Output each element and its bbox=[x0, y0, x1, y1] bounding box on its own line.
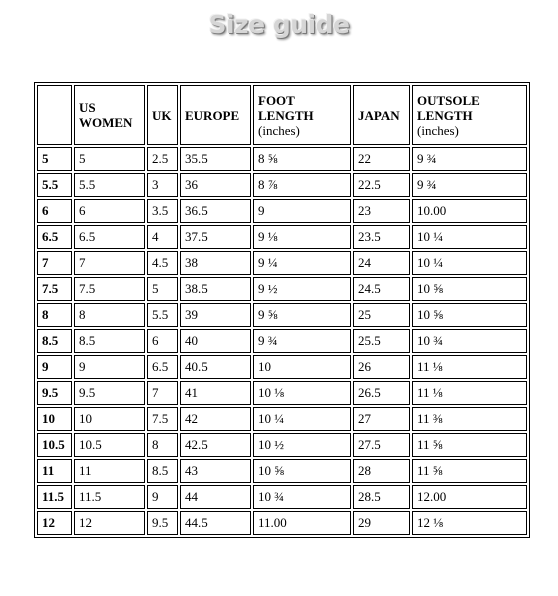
cell-outsole-length: 10 ¾ bbox=[412, 329, 527, 353]
cell-europe: 37.5 bbox=[180, 225, 251, 249]
header-outsole-length bbox=[412, 85, 527, 145]
cell-europe: 38.5 bbox=[180, 277, 251, 301]
cell-us-women: 6 bbox=[74, 199, 145, 223]
cell-japan: 29 bbox=[353, 511, 410, 535]
cell-europe: 44.5 bbox=[180, 511, 251, 535]
table-row bbox=[37, 199, 527, 223]
row-size: 11.5 bbox=[37, 485, 72, 509]
cell-uk: 8.5 bbox=[147, 459, 178, 483]
row-size: 9 bbox=[37, 355, 72, 379]
cell-japan: 22 bbox=[353, 147, 410, 171]
cell-outsole-length: 10.00 bbox=[412, 199, 527, 223]
cell-uk: 9 bbox=[147, 485, 178, 509]
header-outsole-line1: OUTSOLE bbox=[417, 92, 480, 108]
cell-japan: 25.5 bbox=[353, 329, 410, 353]
row-size: 5 bbox=[37, 147, 72, 171]
cell-uk: 4.5 bbox=[147, 251, 178, 275]
cell-outsole-length: 11 ⅛ bbox=[412, 381, 527, 405]
table-row bbox=[37, 147, 527, 171]
header-foot-line1: FOOT bbox=[258, 92, 295, 108]
table-row bbox=[37, 303, 527, 327]
cell-us-women: 7 bbox=[74, 251, 145, 275]
cell-europe: 42 bbox=[180, 407, 251, 431]
cell-outsole-length: 11 ⅝ bbox=[412, 433, 527, 457]
cell-foot-length: 10 bbox=[253, 355, 351, 379]
cell-foot-length: 10 ¼ bbox=[253, 407, 351, 431]
cell-uk: 6 bbox=[147, 329, 178, 353]
cell-outsole-length: 11 ⅛ bbox=[412, 355, 527, 379]
header-foot-line2: LENGTH bbox=[258, 107, 314, 123]
header-us-women-line1: US bbox=[79, 100, 96, 115]
header-us-women-line2: WOMEN bbox=[79, 115, 133, 130]
row-size: 6 bbox=[37, 199, 72, 223]
cell-europe: 41 bbox=[180, 381, 251, 405]
cell-uk: 5 bbox=[147, 277, 178, 301]
cell-japan: 27.5 bbox=[353, 433, 410, 457]
table-row bbox=[37, 459, 527, 483]
row-size: 8 bbox=[37, 303, 72, 327]
cell-uk: 7 bbox=[147, 381, 178, 405]
cell-outsole-length: 9 ¾ bbox=[412, 173, 527, 197]
cell-japan: 28 bbox=[353, 459, 410, 483]
cell-uk: 5.5 bbox=[147, 303, 178, 327]
cell-japan: 26 bbox=[353, 355, 410, 379]
cell-us-women: 6.5 bbox=[74, 225, 145, 249]
table-row bbox=[37, 225, 527, 249]
cell-japan: 22.5 bbox=[353, 173, 410, 197]
cell-us-women: 11.5 bbox=[74, 485, 145, 509]
cell-europe: 40.5 bbox=[180, 355, 251, 379]
cell-foot-length: 10 ½ bbox=[253, 433, 351, 457]
cell-uk: 6.5 bbox=[147, 355, 178, 379]
cell-us-women: 5 bbox=[74, 147, 145, 171]
row-size: 10 bbox=[37, 407, 72, 431]
header-outsole-unit: (inches) bbox=[417, 122, 459, 138]
cell-europe: 42.5 bbox=[180, 433, 251, 457]
row-size: 5.5 bbox=[37, 173, 72, 197]
table-row bbox=[37, 173, 527, 197]
cell-outsole-length: 10 ¼ bbox=[412, 251, 527, 275]
size-guide-table bbox=[34, 82, 530, 538]
table-row bbox=[37, 485, 527, 509]
cell-europe: 35.5 bbox=[180, 147, 251, 171]
cell-europe: 36.5 bbox=[180, 199, 251, 223]
cell-outsole-length: 10 ⅝ bbox=[412, 277, 527, 301]
row-size: 10.5 bbox=[37, 433, 72, 457]
cell-us-women: 10.5 bbox=[74, 433, 145, 457]
cell-outsole-length: 10 ⅝ bbox=[412, 303, 527, 327]
cell-foot-length: 9 ¾ bbox=[253, 329, 351, 353]
cell-europe: 44 bbox=[180, 485, 251, 509]
row-size: 7.5 bbox=[37, 277, 72, 301]
row-size: 6.5 bbox=[37, 225, 72, 249]
cell-japan: 23.5 bbox=[353, 225, 410, 249]
row-size: 9.5 bbox=[37, 381, 72, 405]
cell-us-women: 10 bbox=[74, 407, 145, 431]
cell-us-women: 7.5 bbox=[74, 277, 145, 301]
header-uk: UK bbox=[147, 85, 178, 145]
table-row bbox=[37, 251, 527, 275]
cell-japan: 28.5 bbox=[353, 485, 410, 509]
cell-outsole-length: 9 ¾ bbox=[412, 147, 527, 171]
cell-japan: 24 bbox=[353, 251, 410, 275]
cell-uk: 7.5 bbox=[147, 407, 178, 431]
table-row bbox=[37, 433, 527, 457]
cell-japan: 27 bbox=[353, 407, 410, 431]
table-row bbox=[37, 381, 527, 405]
row-size: 8.5 bbox=[37, 329, 72, 353]
cell-us-women: 11 bbox=[74, 459, 145, 483]
cell-foot-length: 8 ⅝ bbox=[253, 147, 351, 171]
cell-us-women: 5.5 bbox=[74, 173, 145, 197]
row-size: 11 bbox=[37, 459, 72, 483]
cell-uk: 4 bbox=[147, 225, 178, 249]
table-row bbox=[37, 407, 527, 431]
cell-europe: 40 bbox=[180, 329, 251, 353]
cell-foot-length: 11.00 bbox=[253, 511, 351, 535]
cell-outsole-length: 12 ⅛ bbox=[412, 511, 527, 535]
table-row bbox=[37, 511, 527, 535]
cell-uk: 8 bbox=[147, 433, 178, 457]
cell-japan: 25 bbox=[353, 303, 410, 327]
page-title: Size guide bbox=[208, 10, 350, 39]
cell-foot-length: 10 ¾ bbox=[253, 485, 351, 509]
cell-us-women: 12 bbox=[74, 511, 145, 535]
cell-us-women: 9 bbox=[74, 355, 145, 379]
cell-foot-length: 10 ⅝ bbox=[253, 459, 351, 483]
cell-uk: 3 bbox=[147, 173, 178, 197]
table-row bbox=[37, 355, 527, 379]
cell-foot-length: 9 bbox=[253, 199, 351, 223]
cell-outsole-length: 11 ⅝ bbox=[412, 459, 527, 483]
cell-outsole-length: 12.00 bbox=[412, 485, 527, 509]
cell-foot-length: 8 ⅞ bbox=[253, 173, 351, 197]
cell-us-women: 9.5 bbox=[74, 381, 145, 405]
cell-foot-length: 9 ½ bbox=[253, 277, 351, 301]
cell-europe: 43 bbox=[180, 459, 251, 483]
cell-foot-length: 10 ⅛ bbox=[253, 381, 351, 405]
table-row bbox=[37, 277, 527, 301]
header-foot-length bbox=[253, 85, 351, 145]
cell-japan: 23 bbox=[353, 199, 410, 223]
cell-uk: 9.5 bbox=[147, 511, 178, 535]
cell-us-women: 8 bbox=[74, 303, 145, 327]
cell-europe: 36 bbox=[180, 173, 251, 197]
header-foot-unit: (inches) bbox=[258, 122, 300, 138]
cell-europe: 38 bbox=[180, 251, 251, 275]
row-size: 12 bbox=[37, 511, 72, 535]
cell-us-women: 8.5 bbox=[74, 329, 145, 353]
header-japan: JAPAN bbox=[353, 85, 410, 145]
cell-japan: 26.5 bbox=[353, 381, 410, 405]
cell-japan: 24.5 bbox=[353, 277, 410, 301]
header-outsole-line2: LENGTH bbox=[417, 107, 473, 123]
row-size: 7 bbox=[37, 251, 72, 275]
cell-outsole-length: 11 ⅜ bbox=[412, 407, 527, 431]
header-size-blank bbox=[37, 85, 72, 145]
header-europe: EUROPE bbox=[180, 85, 251, 145]
cell-foot-length: 9 ¼ bbox=[253, 251, 351, 275]
table-row bbox=[37, 329, 527, 353]
cell-foot-length: 9 ⅛ bbox=[253, 225, 351, 249]
table-body bbox=[37, 147, 527, 535]
table-header-row bbox=[37, 85, 527, 145]
cell-europe: 39 bbox=[180, 303, 251, 327]
cell-outsole-length: 10 ¼ bbox=[412, 225, 527, 249]
header-us-women bbox=[74, 85, 145, 145]
cell-foot-length: 9 ⅝ bbox=[253, 303, 351, 327]
cell-uk: 2.5 bbox=[147, 147, 178, 171]
cell-uk: 3.5 bbox=[147, 199, 178, 223]
